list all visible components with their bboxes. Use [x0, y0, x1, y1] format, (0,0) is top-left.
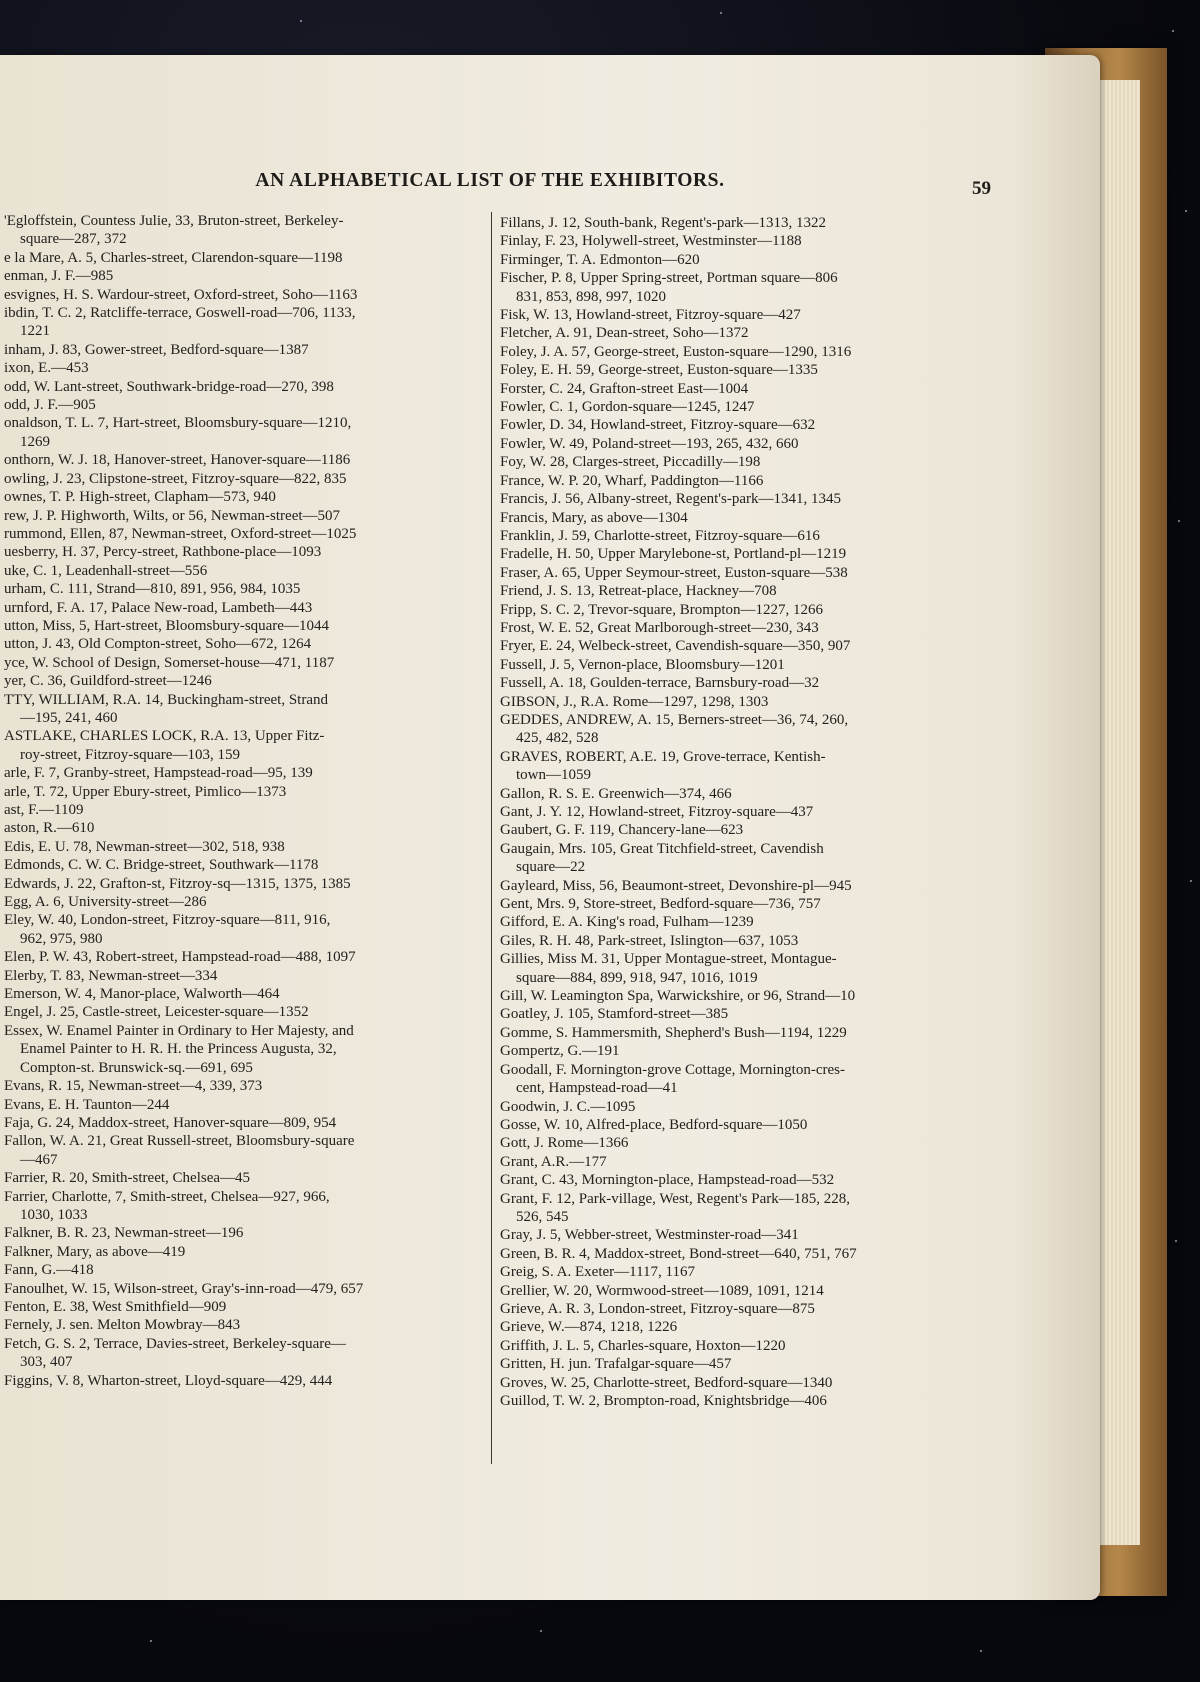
exhibitor-entry: [4, 1003, 486, 1021]
exhibitor-entry: [4, 414, 486, 451]
entry-text: Fernely, J. sen. Melton Mowbray—843: [4, 1317, 241, 1334]
entry-text: yer, C. 36, Guildford-street—1246: [4, 673, 212, 690]
exhibitor-entry: [500, 895, 998, 913]
entry-text: Giles, R. H. 48, Park-street, Islington—637, 1053: [500, 932, 799, 949]
entry-text: Egg, A. 6, University-street—286: [4, 894, 207, 911]
entry-continuation: 526, 545: [516, 1208, 569, 1225]
entry-text: Fripp, S. C. 2, Trevor-square, Brompton—1227, 1266: [500, 601, 824, 618]
exhibitor-entry: [4, 819, 486, 837]
exhibitor-entry: [4, 985, 486, 1003]
entry-text: Gallon, R. S. E. Greenwich—374, 466: [500, 785, 732, 802]
entry-text: Falkner, B. R. 23, Newman-street—196: [4, 1225, 244, 1242]
exhibitor-entry: [500, 232, 998, 250]
entry-text: Groves, W. 25, Charlotte-street, Bedford-square—1340: [500, 1374, 833, 1391]
entry-text: onthorn, W. J. 18, Hanover-street, Hanover-square—1186: [4, 452, 351, 469]
exhibitor-entry: [4, 1372, 486, 1390]
entry-text: uke, C. 1, Leadenhall-street—556: [4, 562, 208, 579]
exhibitor-entry: [500, 582, 998, 600]
exhibitor-entry: [500, 987, 998, 1005]
right-column: [500, 214, 998, 1410]
entry-text: Fanoulhet, W. 15, Wilson-street, Gray's-inn-road—479, 657: [4, 1280, 364, 1297]
entry-text: urnford, F. A. 17, Palace New-road, Lambeth—443: [4, 599, 313, 616]
exhibitor-entry: [500, 251, 998, 269]
entry-text: utton, J. 43, Old Compton-street, Soho—672, 1264: [4, 636, 312, 653]
exhibitor-entry: [500, 527, 998, 545]
entry-text: Gray, J. 5, Webber-street, Westminster-road—341: [500, 1227, 799, 1244]
exhibitor-entry: [4, 580, 486, 598]
entry-text: Edmonds, C. W. C. Bridge-street, Southwark—1178: [4, 857, 319, 874]
entry-text: Fenton, E. 38, West Smithfield—909: [4, 1298, 227, 1315]
exhibitor-entry: [4, 727, 486, 764]
entry-text: odd, W. Lant-street, Southwark-bridge-road—270, 398: [4, 378, 334, 395]
entry-text: Greig, S. A. Exeter—1117, 1167: [500, 1264, 695, 1281]
entry-continuation: —195, 241, 460: [20, 709, 118, 726]
entry-text: Goodall, F. Mornington-grove Cottage, Mornington-cres-: [500, 1061, 845, 1078]
entry-text: owling, J. 23, Clipstone-street, Fitzroy-square—822, 835: [4, 470, 347, 487]
entry-text: odd, J. F.—905: [4, 397, 96, 414]
page-title: AN ALPHABETICAL LIST OF THE EXHIBITORS.: [255, 170, 725, 191]
entry-continuation: square—287, 372: [20, 231, 127, 248]
entry-text: Fann, G.—418: [4, 1262, 94, 1279]
entry-continuation: 1269: [20, 433, 50, 450]
entry-text: Essex, W. Enamel Painter in Ordinary to Her Majesty, and: [4, 1022, 354, 1039]
exhibitor-entry: [4, 635, 486, 653]
entry-text: inham, J. 83, Gower-street, Bedford-square—1387: [4, 341, 309, 358]
entry-text: Fletcher, A. 91, Dean-street, Soho—1372: [500, 325, 749, 342]
exhibitor-entry: [500, 674, 998, 692]
entry-text: Fillans, J. 12, South-bank, Regent's-park—1313, 1322: [500, 215, 827, 231]
entry-text: Grant, C. 43, Mornington-place, Hampstead-road—532: [500, 1172, 835, 1189]
entry-text: e la Mare, A. 5, Charles-street, Clarendon-square—1198: [4, 249, 343, 266]
entry-continuation: Compton-st. Brunswick-sq.—691, 695: [20, 1059, 253, 1076]
exhibitor-entry: [500, 398, 998, 416]
entry-text: Fisk, W. 13, Howland-street, Fitzroy-square—427: [500, 307, 801, 324]
exhibitor-entry: [500, 877, 998, 895]
entry-text: Forster, C. 24, Grafton-street East—1004: [500, 380, 749, 397]
exhibitor-entry: [500, 821, 998, 839]
exhibitor-entry: [500, 601, 998, 619]
entry-text: Farrier, Charlotte, 7, Smith-street, Chelsea—927, 966,: [4, 1188, 330, 1205]
exhibitor-entry: [4, 801, 486, 819]
exhibitor-entry: [500, 637, 998, 655]
entry-text: utton, Miss, 5, Hart-street, Bloomsbury-square—1044: [4, 617, 329, 634]
entry-text: Foley, J. A. 57, George-street, Euston-square—1290, 1316: [500, 343, 852, 360]
entry-text: onaldson, T. L. 7, Hart-street, Bloomsbury-square—1210,: [4, 415, 352, 432]
exhibitor-entry: [4, 212, 486, 249]
exhibitor-entry: [500, 1226, 998, 1244]
entry-text: ownes, T. P. High-street, Clapham—573, 940: [4, 489, 276, 506]
exhibitor-entry: [500, 619, 998, 637]
entry-continuation: Enamel Painter to H. R. H. the Princess Augusta, 32,: [20, 1041, 337, 1058]
entry-text: France, W. P. 20, Wharf, Paddington—1166: [500, 472, 764, 489]
exhibitor-entry: [500, 693, 998, 711]
exhibitor-entry: [500, 1245, 998, 1263]
entry-text: Goatley, J. 105, Stamford-street—385: [500, 1006, 729, 1023]
left-column: [4, 212, 486, 1390]
entry-text: Frost, W. E. 52, Great Marlborough-street—230, 343: [500, 619, 819, 636]
exhibitor-entry: [500, 324, 998, 342]
exhibitor-entry: [4, 267, 486, 285]
exhibitor-entry: [500, 1005, 998, 1023]
exhibitor-entry: [4, 893, 486, 911]
entry-text: Eley, W. 40, London-street, Fitzroy-square—811, 916,: [4, 912, 331, 929]
entry-text: Foley, E. H. 59, George-street, Euston-square—1335: [500, 362, 818, 379]
entry-continuation: roy-street, Fitzroy-square—103, 159: [20, 746, 240, 763]
entry-text: Grant, F. 12, Park-village, West, Regent's Park—185, 228,: [500, 1190, 850, 1207]
exhibitor-entry: [4, 341, 486, 359]
entry-text: Edis, E. U. 78, Newman-street—302, 518, 938: [4, 838, 285, 855]
exhibitor-entry: [500, 564, 998, 582]
entry-text: uesberry, H. 37, Percy-street, Rathbone-place—1093: [4, 544, 322, 561]
exhibitor-entry: [500, 380, 998, 398]
entry-continuation: town—1059: [516, 767, 591, 784]
exhibitor-entry: [4, 1298, 486, 1316]
entry-text: yce, W. School of Design, Somerset-house—471, 1187: [4, 654, 335, 671]
entry-text: Guillod, T. W. 2, Brompton-road, Knightsbridge—406: [500, 1393, 827, 1409]
exhibitor-entry: [500, 1153, 998, 1171]
entry-text: Francis, J. 56, Albany-street, Regent's-park—1341, 1345: [500, 491, 841, 508]
exhibitor-entry: [500, 932, 998, 950]
exhibitor-entry: [500, 435, 998, 453]
entry-text: Francis, Mary, as above—1304: [500, 509, 688, 526]
exhibitor-entry: [4, 1022, 486, 1077]
entry-text: Grellier, W. 20, Wormwood-street—1089, 1091, 1214: [500, 1282, 824, 1299]
exhibitor-entry: [500, 361, 998, 379]
exhibitor-entry: [4, 1261, 486, 1279]
entry-text: Gott, J. Rome—1366: [500, 1135, 629, 1152]
entry-text: Emerson, W. 4, Manor-place, Walworth—464: [4, 986, 280, 1003]
entry-continuation: 425, 482, 528: [516, 730, 599, 747]
exhibitor-entry: [500, 1355, 998, 1373]
column-divider: [491, 212, 492, 1464]
exhibitor-entry: [500, 1042, 998, 1060]
entry-continuation: —467: [20, 1151, 58, 1168]
exhibitor-entry: [4, 378, 486, 396]
exhibitor-entry: [500, 214, 998, 232]
entry-text: Fussell, A. 18, Goulden-terrace, Barnsbury-road—32: [500, 675, 820, 692]
entry-continuation: 962, 975, 980: [20, 930, 103, 947]
entry-text: Fradelle, H. 50, Upper Marylebone-st, Portland-pl—1219: [500, 546, 847, 563]
entry-text: Edwards, J. 22, Grafton-st, Fitzroy-sq—1315, 1375, 1385: [4, 875, 351, 892]
exhibitor-entry: [4, 451, 486, 469]
entry-text: Fowler, D. 34, Howland-street, Fitzroy-square—632: [500, 417, 816, 434]
entry-text: Foy, W. 28, Clarges-street, Piccadilly—198: [500, 454, 761, 471]
exhibitor-entry: [500, 1282, 998, 1300]
exhibitor-entry: [500, 711, 998, 748]
exhibitor-entry: [4, 396, 486, 414]
entry-text: 'Egloffstein, Countess Julie, 33, Bruton-street, Berkeley-: [4, 213, 344, 229]
exhibitor-entry: [4, 875, 486, 893]
exhibitor-entry: [500, 306, 998, 324]
entry-text: arle, F. 7, Granby-street, Hampstead-road—95, 139: [4, 765, 313, 782]
exhibitor-entry: [500, 1392, 998, 1410]
entry-text: Firminger, T. A. Edmonton—620: [500, 251, 700, 268]
entry-text: Figgins, V. 8, Wharton-street, Lloyd-square—429, 444: [4, 1372, 333, 1389]
exhibitor-entry: [500, 1061, 998, 1098]
entry-text: Green, B. R. 4, Maddox-street, Bond-street—640, 751, 767: [500, 1245, 857, 1262]
entry-text: Fryer, E. 24, Welbeck-street, Cavendish-square—350, 907: [500, 638, 851, 655]
entry-text: Gritten, H. jun. Trafalgar-square—457: [500, 1356, 732, 1373]
entry-text: Fallon, W. A. 21, Great Russell-street, Bloomsbury-square: [4, 1133, 355, 1150]
entry-text: ast, F.—1109: [4, 802, 84, 818]
entry-text: Fussell, J. 5, Vernon-place, Bloomsbury—1201: [500, 656, 785, 673]
exhibitor-entry: [500, 1337, 998, 1355]
exhibitor-entry: [4, 507, 486, 525]
exhibitor-entry: [500, 545, 998, 563]
entry-continuation: 831, 853, 898, 997, 1020: [516, 288, 666, 305]
entry-text: Falkner, Mary, as above—419: [4, 1243, 186, 1260]
entry-text: Fetch, G. S. 2, Terrace, Davies-street, Berkeley-square—: [4, 1335, 346, 1352]
exhibitor-entry: [4, 1188, 486, 1225]
exhibitor-entry: [500, 343, 998, 361]
exhibitor-entry: [500, 748, 998, 785]
entry-text: aston, R.—610: [4, 820, 95, 837]
entry-text: Gosse, W. 10, Alfred-place, Bedford-square—1050: [500, 1116, 808, 1133]
exhibitor-entry: [4, 691, 486, 728]
exhibitor-entry: [500, 490, 998, 508]
entry-continuation: 1030, 1033: [20, 1206, 88, 1223]
entry-continuation: cent, Hampstead-road—41: [516, 1080, 678, 1097]
entry-text: Grant, A.R.—177: [500, 1153, 607, 1170]
entry-text: Friend, J. S. 13, Retreat-place, Hackney—708: [500, 583, 777, 600]
exhibitor-entry: [500, 1134, 998, 1152]
exhibitor-entry: [500, 1190, 998, 1227]
entry-text: ASTLAKE, CHARLES LOCK, R.A. 13, Upper Fitz-: [4, 728, 325, 745]
exhibitor-entry: [500, 1374, 998, 1392]
entry-text: Franklin, J. 59, Charlotte-street, Fitzroy-square—616: [500, 527, 820, 544]
exhibitor-entry: [500, 509, 998, 527]
exhibitor-entry: [500, 1300, 998, 1318]
exhibitor-entry: [4, 654, 486, 672]
entry-text: GIBSON, J., R.A. Rome—1297, 1298, 1303: [500, 693, 769, 710]
exhibitor-entry: [500, 453, 998, 471]
exhibitor-entry: [500, 1263, 998, 1281]
exhibitor-entry: [4, 1169, 486, 1187]
entry-text: ibdin, T. C. 2, Ratcliffe-terrace, Goswell-road—706, 1133,: [4, 305, 356, 322]
exhibitor-entry: [500, 803, 998, 821]
exhibitor-entry: [4, 1316, 486, 1334]
exhibitor-entry: [4, 1335, 486, 1372]
entry-text: Evans, E. H. Taunton—244: [4, 1096, 170, 1113]
exhibitor-entry: [4, 911, 486, 948]
exhibitor-entry: [500, 913, 998, 931]
exhibitor-entry: [4, 967, 486, 985]
entry-continuation: square—884, 899, 918, 947, 1016, 1019: [516, 969, 758, 986]
exhibitor-entry: [4, 304, 486, 341]
exhibitor-entry: [4, 1243, 486, 1261]
entry-text: esvignes, H. S. Wardour-street, Oxford-street, Soho—1163: [4, 286, 358, 303]
exhibitor-entry: [4, 672, 486, 690]
entry-text: arle, T. 72, Upper Ebury-street, Pimlico—1373: [4, 783, 287, 800]
exhibitor-entry: [4, 617, 486, 635]
entry-text: Gillies, Miss M. 31, Upper Montague-street, Montague-: [500, 951, 837, 968]
entry-text: Fowler, W. 49, Poland-street—193, 265, 432, 660: [500, 435, 799, 452]
exhibitor-entry: [4, 1096, 486, 1114]
exhibitor-entry: [4, 1280, 486, 1298]
entry-text: Finlay, F. 23, Holywell-street, Westminster—1188: [500, 233, 802, 250]
entry-text: Gant, J. Y. 12, Howland-street, Fitzroy-square—437: [500, 804, 814, 820]
exhibitor-entry: [500, 472, 998, 490]
exhibitor-entry: [4, 1114, 486, 1132]
entry-text: Engel, J. 25, Castle-street, Leicester-square—1352: [4, 1004, 309, 1021]
entry-text: Griffith, J. L. 5, Charles-square, Hoxton—1220: [500, 1337, 786, 1354]
entry-text: Elerby, T. 83, Newman-street—334: [4, 967, 218, 984]
entry-text: Faja, G. 24, Maddox-street, Hanover-square—809, 954: [4, 1114, 337, 1131]
entry-text: TTY, WILLIAM, R.A. 14, Buckingham-street, Strand: [4, 691, 328, 708]
exhibitor-entry: [500, 840, 998, 877]
exhibitor-entry: [4, 525, 486, 543]
exhibitor-entry: [4, 1132, 486, 1169]
exhibitor-entry: [500, 1098, 998, 1116]
entry-text: Gaugain, Mrs. 105, Great Titchfield-street, Cavendish: [500, 840, 824, 857]
entry-text: rew, J. P. Highworth, Wilts, or 56, Newman-street—507: [4, 507, 341, 524]
entry-continuation: 1221: [20, 323, 50, 340]
entry-text: Grieve, W.—874, 1218, 1226: [500, 1319, 678, 1336]
entry-text: Fraser, A. 65, Upper Seymour-street, Euston-square—538: [500, 564, 848, 581]
exhibitor-entry: [500, 950, 998, 987]
exhibitor-entry: [4, 783, 486, 801]
entry-text: Gayleard, Miss, 56, Beaumont-street, Devonshire-pl—945: [500, 877, 852, 894]
exhibitor-entry: [4, 359, 486, 377]
entry-text: Gent, Mrs. 9, Store-street, Bedford-square—736, 757: [500, 896, 821, 913]
exhibitor-entry: [4, 562, 486, 580]
entry-text: rummond, Ellen, 87, Newman-street, Oxford-street—1025: [4, 525, 357, 542]
entry-continuation: square—22: [516, 859, 586, 876]
entry-text: Fischer, P. 8, Upper Spring-street, Portman square—806: [500, 270, 838, 287]
exhibitor-entry: [4, 249, 486, 267]
entry-text: Gaubert, G. F. 119, Chancery-lane—623: [500, 822, 744, 839]
exhibitor-entry: [4, 543, 486, 561]
entry-text: GEDDES, ANDREW, A. 15, Berners-street—36, 74, 260,: [500, 711, 849, 728]
exhibitor-entry: [4, 838, 486, 856]
entry-text: enman, J. F.—985: [4, 268, 114, 285]
exhibitor-entry: [4, 488, 486, 506]
entry-text: Evans, R. 15, Newman-street—4, 339, 373: [4, 1078, 263, 1095]
exhibitor-entry: [4, 286, 486, 304]
exhibitor-entry: [4, 599, 486, 617]
exhibitor-entry: [500, 269, 998, 306]
page-number: 59: [972, 178, 991, 199]
exhibitor-entry: [500, 1171, 998, 1189]
entry-text: ixon, E.—453: [4, 360, 89, 377]
exhibitor-entry: [500, 785, 998, 803]
exhibitor-entry: [4, 1224, 486, 1242]
exhibitor-entry: [500, 1318, 998, 1336]
entry-text: Gill, W. Leamington Spa, Warwickshire, or 96, Strand—10: [500, 988, 856, 1005]
exhibitor-entry: [500, 1024, 998, 1042]
exhibitor-entry: [4, 1077, 486, 1095]
exhibitor-entry: [4, 856, 486, 874]
exhibitor-entry: [4, 948, 486, 966]
entry-text: Goodwin, J. C.—1095: [500, 1098, 636, 1115]
entry-text: urham, C. 111, Strand—810, 891, 956, 984, 1035: [4, 581, 301, 598]
exhibitor-entry: [500, 416, 998, 434]
entry-text: Gomme, S. Hammersmith, Shepherd's Bush—1194, 1229: [500, 1024, 847, 1041]
exhibitor-entry: [500, 656, 998, 674]
entry-continuation: 303, 407: [20, 1354, 73, 1371]
entry-text: Gifford, E. A. King's road, Fulham—1239: [500, 914, 754, 931]
entry-text: Fowler, C. 1, Gordon-square—1245, 1247: [500, 399, 755, 416]
entry-text: GRAVES, ROBERT, A.E. 19, Grove-terrace, Kentish-: [500, 748, 826, 765]
entry-text: Gompertz, G.—191: [500, 1043, 620, 1060]
entry-text: Elen, P. W. 43, Robert-street, Hampstead-road—488, 1097: [4, 949, 356, 966]
entry-text: Grieve, A. R. 3, London-street, Fitzroy-square—875: [500, 1300, 815, 1317]
exhibitor-entry: [4, 764, 486, 782]
entry-text: Farrier, R. 20, Smith-street, Chelsea—45: [4, 1170, 251, 1187]
exhibitor-entry: [500, 1116, 998, 1134]
exhibitor-entry: [4, 470, 486, 488]
